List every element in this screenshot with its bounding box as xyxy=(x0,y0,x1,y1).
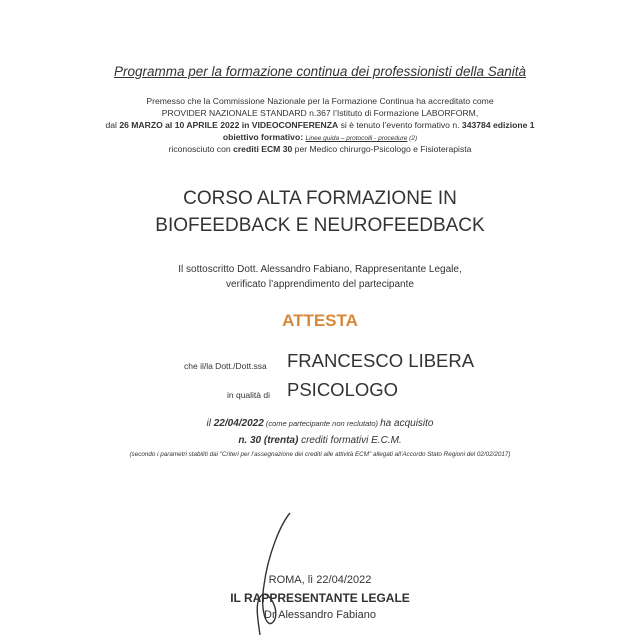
signatory-line-2: verificato l’apprendimento del partecipante xyxy=(226,279,414,290)
name-label: che il/la Dott./Dott.ssa xyxy=(184,361,267,371)
document-header: Programma per la formazione continua dei professionisti della Sanità xyxy=(114,64,526,79)
course-title-line-2: BIOFEEDBACK E NEUROFEEDBACK xyxy=(155,215,485,236)
event-number: 343784 edizione 1 xyxy=(461,120,535,130)
objective-value: Linee guida – protocolli - procedure xyxy=(305,135,408,142)
participant-role: PSICOLOGO xyxy=(287,379,399,400)
text: il xyxy=(206,418,214,429)
credits-footnote: (secondo i parametri stabiliti dai "Criteri per l’assegnazione dei crediti alle attività ECM" allegati all’Accordo Stato Regioni del 02/02/2017) xyxy=(129,451,511,458)
text: per Medico chirurgo-Psicologo e Fisioterapista xyxy=(292,144,472,154)
premise-line-2: PROVIDER NAZIONALE STANDARD n.367 l’Istituto di Formazione LABORFORM, xyxy=(161,108,479,118)
objective-code: (2) xyxy=(407,135,418,142)
text: dal xyxy=(105,120,120,130)
premise-line-5 xyxy=(0,144,640,154)
premise-line-4 xyxy=(0,132,640,142)
objective-label: obiettivo formativo: xyxy=(222,132,306,142)
text: si è tenuto l’evento formativo n. xyxy=(338,120,462,130)
text: crediti formativi E.C.M. xyxy=(298,435,402,446)
place-date: ROMA, lì 22/04/2022 xyxy=(268,574,372,586)
ecm-credits: crediti ECM 30 xyxy=(233,144,293,154)
premise-line-1: Premesso che la Commissione Nazionale per la Formazione Continua ha accreditato come xyxy=(146,96,494,106)
credit-count: n. 30 (trenta) xyxy=(238,435,299,446)
credits-line-2 xyxy=(0,435,640,446)
credits-line-1 xyxy=(0,418,640,429)
role-label: in qualità di xyxy=(227,390,271,400)
text: ha acquisito xyxy=(380,418,434,429)
participant-name: FRANCESCO LIBERA xyxy=(287,350,475,371)
credit-date: 22/04/2022 xyxy=(213,418,264,429)
attesta-heading: ATTESTA xyxy=(282,311,358,330)
course-title-line-1: CORSO ALTA FORMAZIONE IN xyxy=(183,188,457,209)
event-dates: 26 MARZO al 10 APRILE 2022 in VIDEOCONFERENZA xyxy=(119,120,339,130)
signatory-name: Dr Alessandro Fabiano xyxy=(264,609,376,621)
participant-note: (come partecipante non reclutato) xyxy=(263,419,381,428)
premise-line-3 xyxy=(0,120,640,130)
signatory-line-1: Il sottoscritto Dott. Alessandro Fabiano, Rappresentante Legale, xyxy=(178,264,462,275)
text: riconosciuto con xyxy=(168,144,234,154)
signatory-title: IL RAPPRESENTANTE LEGALE xyxy=(230,591,410,605)
